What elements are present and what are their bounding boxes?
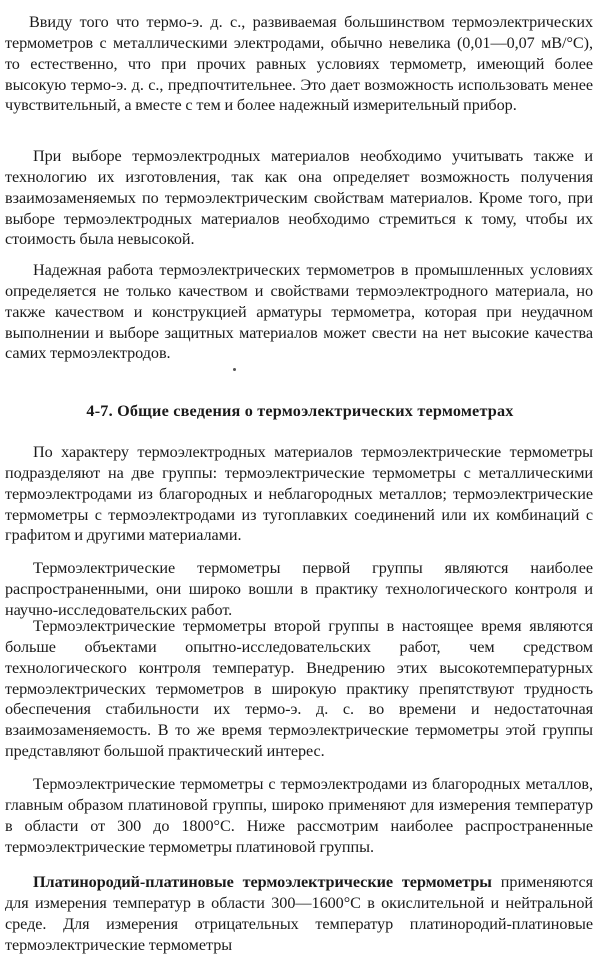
paragraph-material-technology: При выборе термоэлектродных материалов необходимо учитывать также и технологию их изготовления, так как она определяет возможность получения взаимозаменяемых по термоэлектрическим свойствам материалов. Кроме того, при выборе термоэлектродных материалов необходимо стремиться к тому, чтобы их стоимость была невысокой. <box>5 147 593 249</box>
paragraph-first-group: Термоэлектрические термометры первой группы являются наиболее распространенными, они широко вошли в практику технологического контроля и научно-исследовательских работ. <box>5 559 593 619</box>
print-speck <box>233 368 236 371</box>
paragraph-noble-metals: Термоэлектрические термометры с термоэлектродами из благородных металлов, главным образом платиновой группы, широко применяют для измерения температур в области от 300 до 1800°C. Ниже рассмотрим наиболее распространенные термоэлектрические термометры платиновой группы. <box>5 775 593 856</box>
section-heading: 4-7. Общие сведения о термоэлектрических термометрах <box>86 402 514 421</box>
paragraph-platinum-rhodium <box>5 872 593 955</box>
paragraph-reliable-operation: Надежная работа термоэлектрических термометров в промышленных условиях определяется не только качеством и свойствами термоэлектродного материала, но также качеством и конструкцией арматуры термометра, которая при неудачном выполнении и выборе защитных материалов может свести на нет высокие качества самих термоэлектродов. <box>5 261 593 363</box>
paragraph-second-group: Термоэлектрические термометры второй группы в настоящее время являются больше объектами опытно-исследовательских работ, чем средством технологического контроля температур. Внедрению этих высокотемпературных термоэлектрических термометров в широкую практику препятствуют трудность обеспечения стабильности их термо-э. д. с. во времени и недостаточная взаимозаменяемость. В то же время термоэлектрические термометры этой группы представляют большой практический интерес. <box>5 617 593 760</box>
paragraph-emf-magnitude: Ввиду того что термо-э. д. с., развиваемая большинством термоэлектрических термометров с металлическими электродами, обычно невелика (0,01—0,07 мВ/°C), то естественно, что при прочих равных условиях термометр, имеющий более высокую термо-э. д. с., предпочтительнее. Это дает возможность использовать менее чувствительный, а вместе с тем и более надежный измерительный прибор. <box>5 13 593 115</box>
paragraph-continuation: применяются для измерения температур в области 300—1600°C в окислительной и нейтральной среде. Для измерения отрицательных температур платинородий-платиновые термоэлектрические термометры <box>5 873 593 954</box>
paragraph-classification: По характеру термоэлектродных материалов термоэлектрические термометры подразделяют на две группы: термоэлектрические термометры с металлическими термоэлектродами из благородных и неблагородных металлов; термоэлектрические термометры с термоэлектродами из тугоплавких соединений или их комбинаций с графитом и другими материалами. <box>5 443 593 545</box>
paragraph-lead-term: Платинородий-платиновые термоэлектрические термометры <box>33 873 492 892</box>
